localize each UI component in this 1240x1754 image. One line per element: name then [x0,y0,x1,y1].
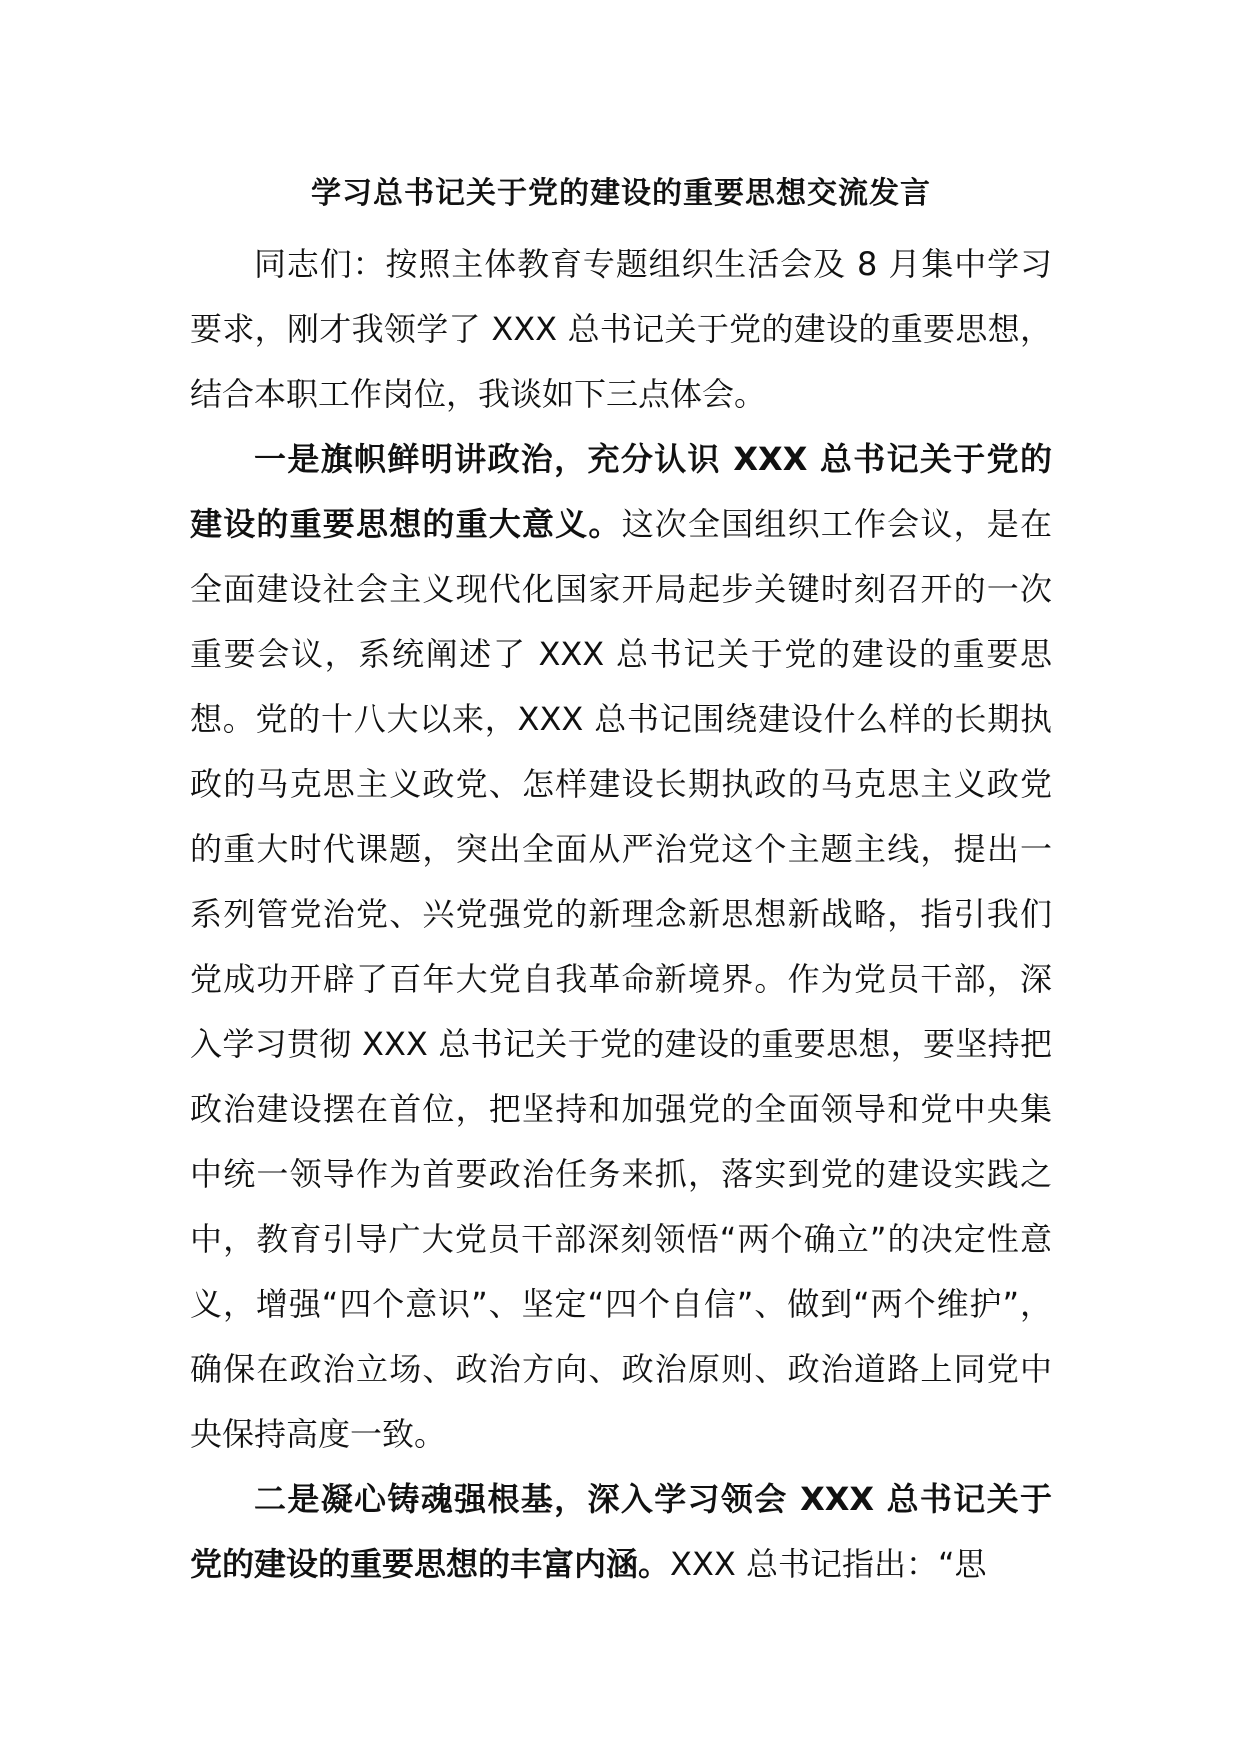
paragraph-intro [190,232,1052,427]
document-title: 学习总书记关于党的建设的重要思想交流发言 [311,176,931,211]
paragraph-point-two-text: XXX 总书记指出：“思 [670,1545,987,1583]
document-body [190,232,1052,1597]
paragraph-intro-text: 同志们：按照主体教育专题组织生活会及 8 月集中学习要求，刚才我领学了 XXX 总书记关于党的建设的重要思想，结合本职工作岗位，我谈如下三点体会。 [190,245,1052,413]
paragraph-point-one-heading: 一是旗帜鲜明讲政治，充分认识 XXX 总书记关于党的建设的重要思想的重大意义。 [190,440,1052,543]
paragraph-point-one [190,427,1052,1467]
paragraph-point-two-heading: 二是凝心铸魂强根基，深入学习领会 XXX 总书记关于党的建设的重要思想的丰富内涵。 [190,1480,1052,1583]
paragraph-point-one-text: 这次全国组织工作会议，是在全面建设社会主义现代化国家开局起步关键时刻召开的一次重要会议，系统阐述了 XXX 总书记关于党的建设的重要思想。党的十八大以来，XXX 总书记围绕建设什么样的长期执政的马克思主义政党、怎样建设长期执政的马克思主义政党的重大时代课题，突出全面从严治党这个主题主线，提出一系列管党治党、兴党强党的新理念新思想新战略，指引我们党成功开辟了百年大党自我革命新境界。作为党员干部，深入学习贯彻 XXX 总书记关于党的建设的重要思想，要坚持把政治建设摆在首位，把坚持和加强党的全面领导和党中央集中统一领导作为首要政治任务来抓，落实到党的建设实践之中，教育引导广大党员干部深刻领悟“两个确立”的决定性意义，增强“四个意识”、坚定“四个自信”、做到“两个维护”，确保在政治立场、政治方向、政治原则、政治道路上同党中央保持高度一致。 [190,505,1052,1453]
paragraph-point-two [190,1467,1052,1597]
